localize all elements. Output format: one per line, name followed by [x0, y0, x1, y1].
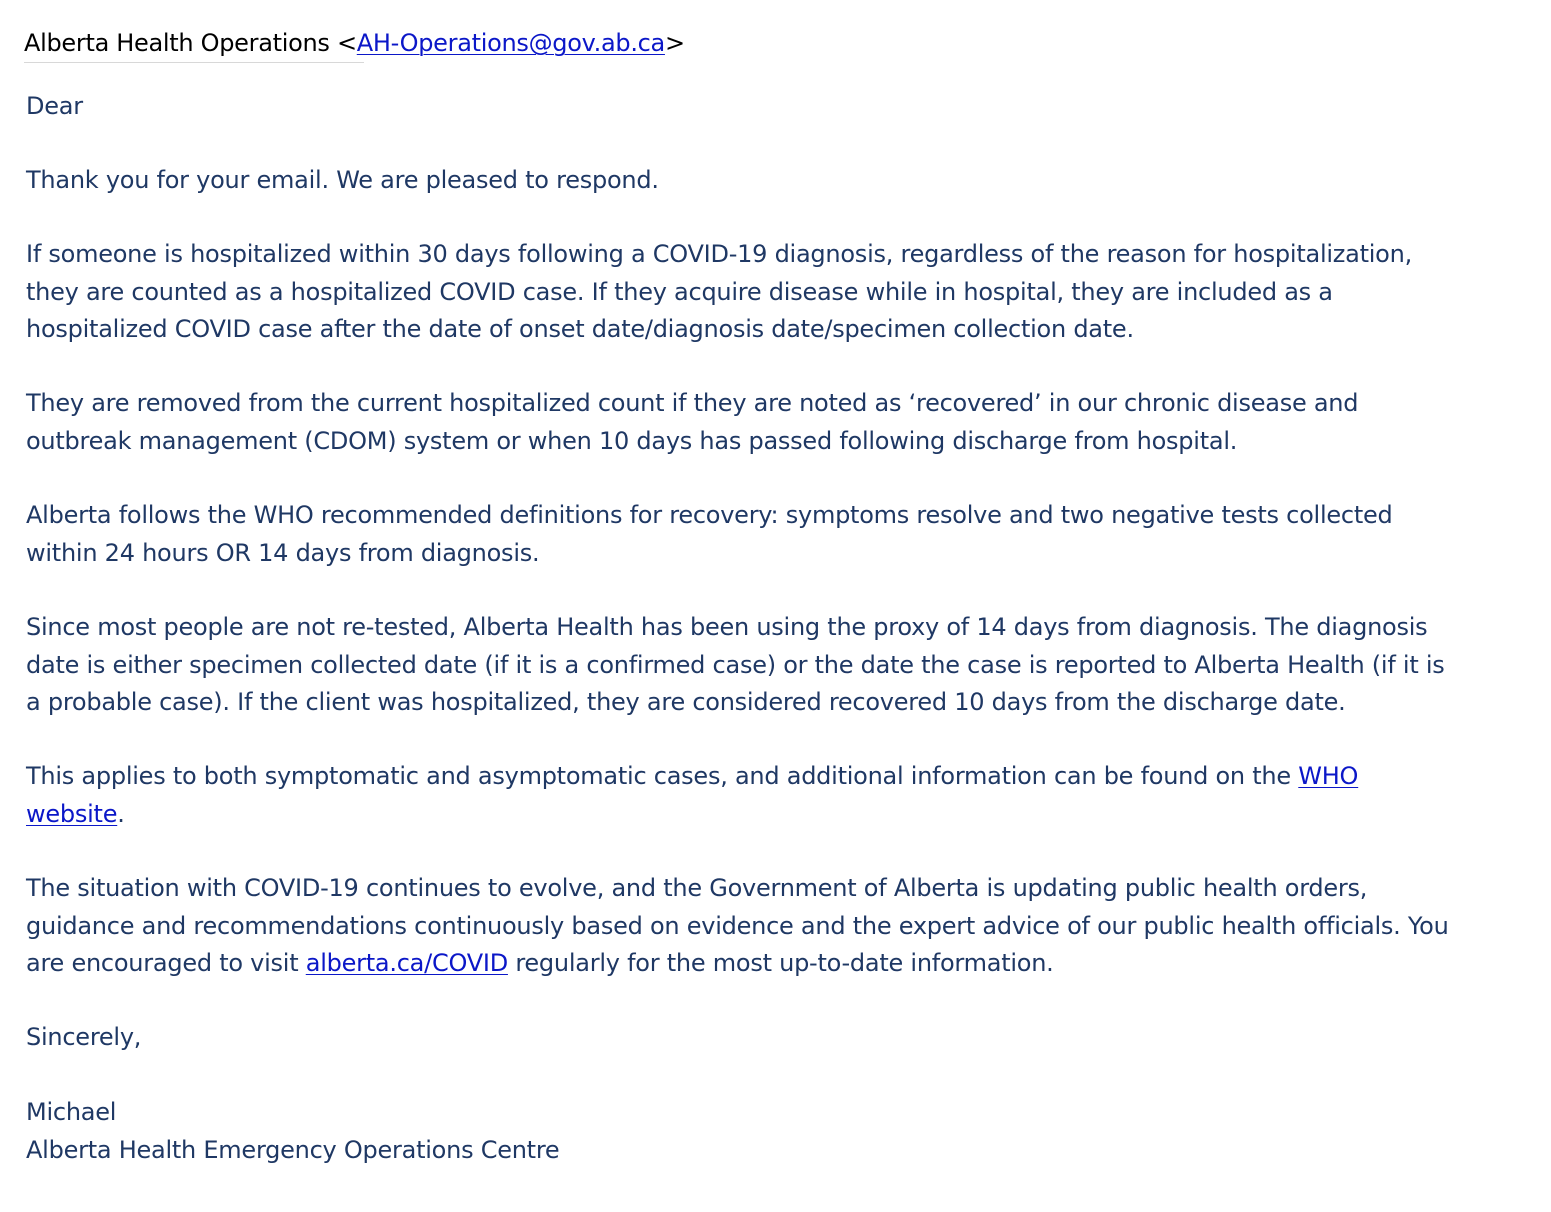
text-line: Since most people are not re-tested, Alberta Health has been using the proxy of 14 days from diagnosis. The diagnosis — [26, 613, 1428, 641]
signature-organization: Alberta Health Emergency Operations Centre — [26, 1135, 560, 1164]
text-line: If someone is hospitalized within 30 days following a COVID-19 diagnosis, regardless of the reason for hospitalization, — [26, 240, 1412, 268]
sender-email-link[interactable]: AH-Operations@gov.ab.ca — [356, 29, 665, 57]
signature — [26, 1094, 1526, 1169]
text-line: This applies to both symptomatic and asymptomatic cases, and additional information can be found on the WHO — [26, 762, 1359, 790]
text-line: within 24 hours OR 14 days from diagnosis. — [26, 538, 540, 567]
text-line: outbreak management (CDOM) system or when 10 days has passed following discharge from hospital. — [26, 426, 1238, 455]
paragraph-situation-update — [26, 870, 1526, 983]
paragraph-proxy-method — [26, 609, 1526, 722]
closing: Sincerely, — [26, 1023, 142, 1051]
paragraph-hospitalization-definition — [26, 236, 1526, 349]
alberta-covid-link[interactable]: alberta.ca/COVID — [305, 949, 508, 977]
text-line: Alberta follows the WHO recommended definitions for recovery: symptoms resolve and two negative tests collected — [26, 501, 1393, 529]
text-line: hospitalized COVID case after the date of onset date/diagnosis date/specimen collection date. — [26, 315, 1134, 343]
text-line: guidance and recommendations continuously based on evidence and the expert advice of our public health officials. You — [26, 911, 1449, 940]
text-line: The situation with COVID-19 continues to evolve, and the Government of Alberta is updating public health orders, — [26, 874, 1368, 902]
paragraph-removal-criteria — [26, 385, 1526, 460]
text-line: They are removed from the current hospitalized count if they are noted as ‘recovered’ in our chronic disease and — [26, 389, 1359, 417]
text-line: date is either specimen collected date (if it is a confirmed case) or the date the case is reported to Alberta Health (if it is — [26, 650, 1445, 679]
text-line: a probable case). If the client was hospitalized, they are considered recovered 10 days from the discharge date. — [26, 688, 1346, 716]
sender-name: Alberta Health Operations — [24, 29, 330, 57]
paragraph-who-website — [26, 758, 1526, 833]
paragraph-who-definitions — [26, 497, 1526, 572]
text-line: website. — [26, 799, 125, 828]
text-line: are encouraged to visit alberta.ca/COVID regularly for the most up-to-date information. — [26, 949, 1054, 977]
who-website-link[interactable]: WHO — [1298, 762, 1359, 790]
paragraph-thanks: Thank you for your email. We are pleased to respond. — [26, 166, 659, 194]
who-website-link-continued[interactable]: website — [26, 799, 118, 828]
sender-bracket-open: < — [336, 29, 357, 57]
header-divider — [24, 62, 364, 63]
text-line: they are counted as a hospitalized COVID case. If they acquire disease while in hospital, they are included as a — [26, 277, 1333, 306]
sender-line — [24, 27, 685, 59]
signature-name: Michael — [26, 1098, 117, 1126]
sender-bracket-close: > — [664, 29, 685, 57]
greeting: Dear — [26, 92, 83, 120]
